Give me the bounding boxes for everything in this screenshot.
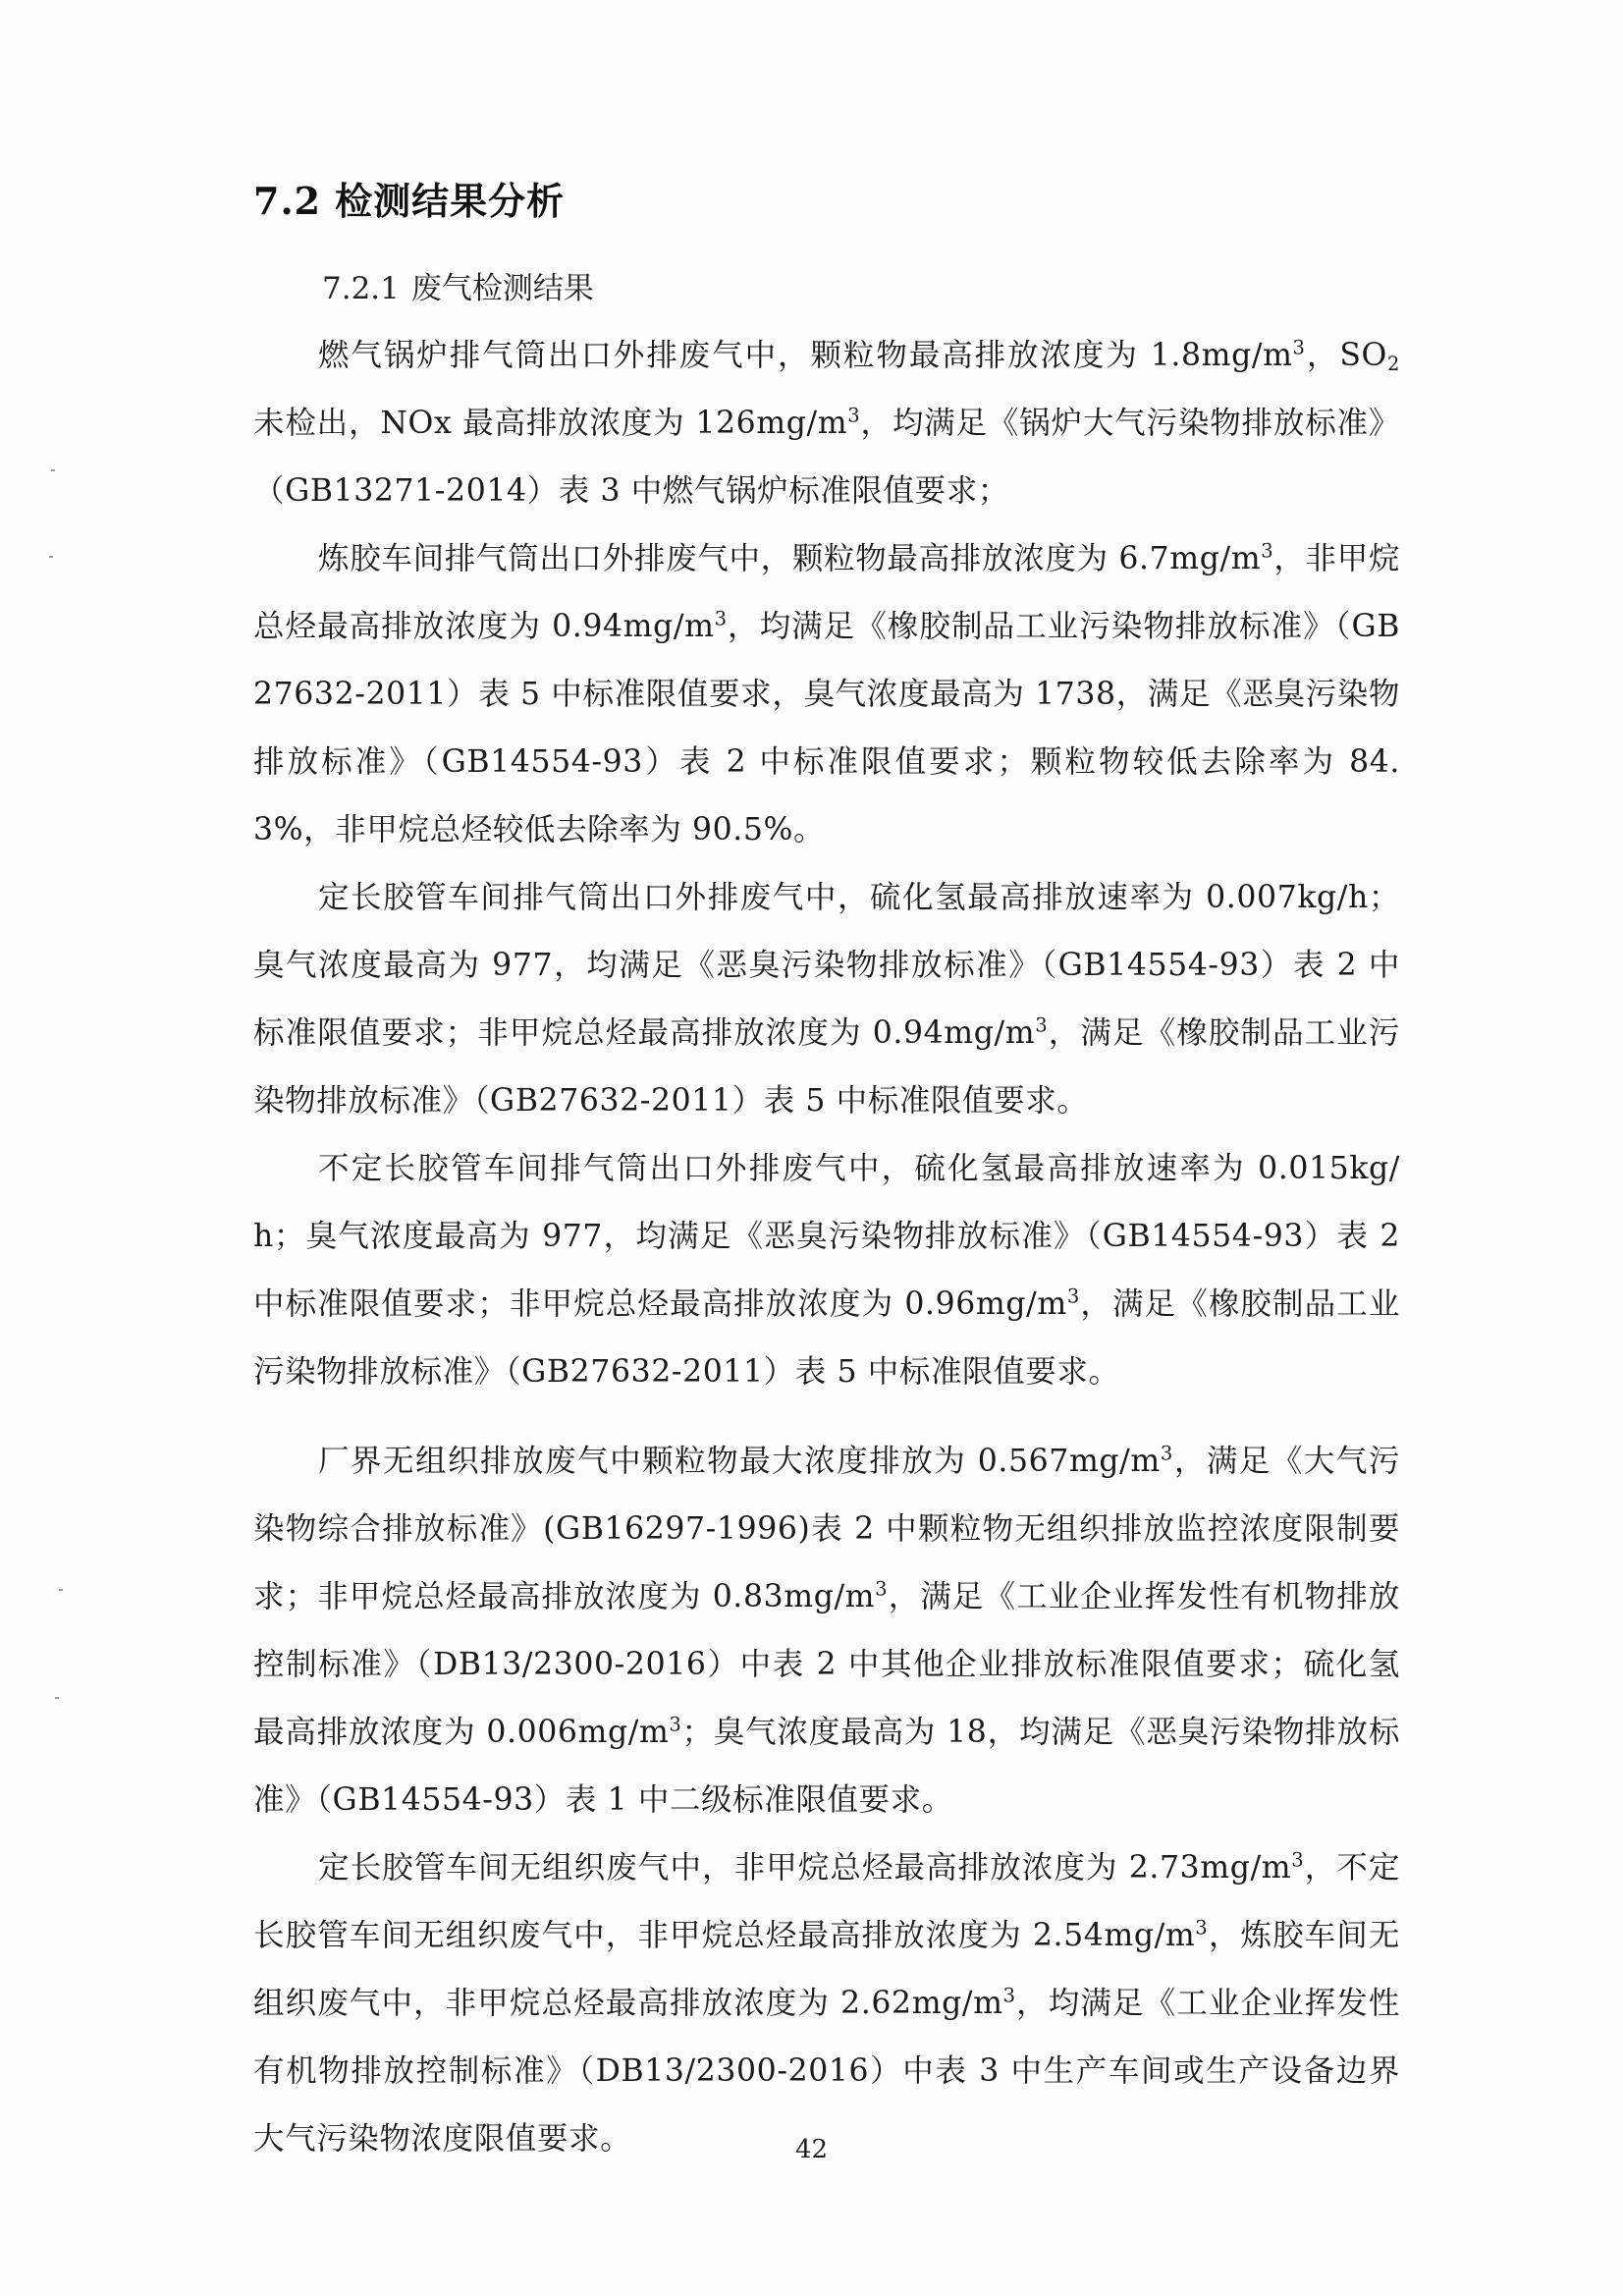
superscript: 3: [1066, 1285, 1080, 1308]
text-run: 厂界无组织排放废气中颗粒物最大浓度排放为 0.567mg/m: [318, 1444, 1161, 1479]
scan-speck: [55, 1697, 59, 1699]
text-run: ，均满足《橡胶制品工业污染物排放标准》（GB27632-2011）表 5 中标准限值要求，臭气浓度最高为 1738，满足《恶臭污染物排放标准》（GB14554-93）表 2 中标准限值要求；颗粒物较低去除率为 84.3%，非甲烷总烃较低去除率为 90.5%。: [253, 609, 1400, 847]
text-run: 未检出，NOx 最高排放浓度为 126mg/m: [253, 406, 848, 441]
superscript: 3: [714, 607, 728, 630]
superscript: 3: [847, 404, 861, 427]
subsection-number: 7.2.1: [322, 271, 400, 306]
text-run: ，炼胶车间无组织废气中，非甲烷总烃最高排放浓度为 2.62mg/m: [253, 1918, 1401, 2021]
text-run: ，满足《工业企业挥发性有机物排放控制标准》（DB13/2300-2016）中表 2 中其他企业排放标准限值要求；硫化氢最高排放浓度为 0.006mg/m: [253, 1579, 1400, 1750]
paragraph: [253, 864, 1400, 1135]
superscript: 3: [1261, 539, 1274, 563]
section-title-text: 检测结果分析: [335, 179, 566, 223]
subscript: 2: [1386, 352, 1400, 375]
text-run: ，不定长胶管车间无组织废气中，非甲烷总烃最高排放浓度为 2.54mg/m: [253, 1850, 1400, 1953]
text-run: ，满足《大气污染物综合排放标准》(GB16297-1996)表 2 中颗粒物无组织排放监控浓度限制要求；非甲烷总烃最高排放浓度为 0.83mg/m: [253, 1444, 1400, 1614]
text-run: ，均满足《锅炉大气污染物排放标准》（GB13271-2014）表 3 中燃气锅炉标准限值要求；: [253, 406, 1400, 509]
page-number: 42: [794, 2135, 829, 2164]
text-run: ，SO: [1305, 338, 1387, 373]
text-run: 定长胶管车间无组织废气中，非甲烷总烃最高排放浓度为 2.73mg/m: [318, 1850, 1292, 1886]
text-run: ，满足《橡胶制品工业污染物排放标准》（GB27632-2011）表 5 中标准限值要求。: [253, 1015, 1401, 1119]
text-run: 不定长胶管车间排气筒出口外排废气中，硫化氢最高排放速率为 0.015kg/h；臭气浓度最高为 977，均满足《恶臭污染物排放标准》（GB14554-93）表 2 中标准限值要求；非甲烷总烃最高排放浓度为 0.96mg/m: [253, 1151, 1400, 1322]
paragraph: [253, 1428, 1400, 1834]
text-run: ，非甲烷总烃最高排放浓度为 0.94mg/m: [253, 541, 1400, 644]
superscript: 3: [1292, 336, 1306, 359]
text-run: ，均满足《工业企业挥发性有机物排放控制标准》（DB13/2300-2016）中表 3 中生产车间或生产设备边界大气污染物浓度限值要求。: [253, 1986, 1400, 2157]
section-number: 7.2: [253, 179, 322, 223]
paragraph: [253, 1834, 1400, 2173]
body-text: [253, 322, 1400, 2173]
superscript: 3: [1195, 1916, 1209, 1940]
scan-speck: [59, 1589, 63, 1591]
paragraph: [253, 525, 1400, 864]
text-run: 定长胶管车间排气筒出口外排废气中，硫化氢最高排放速率为 0.007kg/h；臭气浓度最高为 977，均满足《恶臭污染物排放标准》（GB14554-93）表 2 中标准限值要求；非甲烷总烃最高排放浓度为 0.94mg/m: [253, 880, 1400, 1051]
text-run: ；臭气浓度最高为 18，均满足《恶臭污染物排放标准》（GB14554-93）表 1 中二级标准限值要求。: [253, 1715, 1400, 1818]
superscript: 3: [875, 1577, 889, 1601]
scan-speck: [49, 556, 53, 558]
superscript: 3: [1160, 1442, 1173, 1465]
text-run: 炼胶车间排气筒出口外排废气中，颗粒物最高排放浓度为 6.7mg/m: [318, 541, 1262, 576]
subsection-heading: [322, 267, 594, 310]
subsection-title-text: 废气检测结果: [410, 271, 594, 306]
text-run: 燃气锅炉排气筒出口外排废气中，颗粒物最高排放浓度为 1.8mg/m: [318, 338, 1293, 373]
text-run: ，满足《橡胶制品工业污染物排放标准》（GB27632-2011）表 5 中标准限值要求。: [253, 1286, 1400, 1390]
paragraph: [253, 322, 1400, 525]
paragraph: [253, 1135, 1400, 1406]
superscript: 3: [1002, 1984, 1016, 2007]
superscript: 3: [1035, 1013, 1049, 1037]
scan-speck: [51, 469, 55, 471]
superscript: 3: [1291, 1848, 1305, 1872]
section-heading: [253, 177, 565, 226]
superscript: 3: [669, 1713, 682, 1736]
